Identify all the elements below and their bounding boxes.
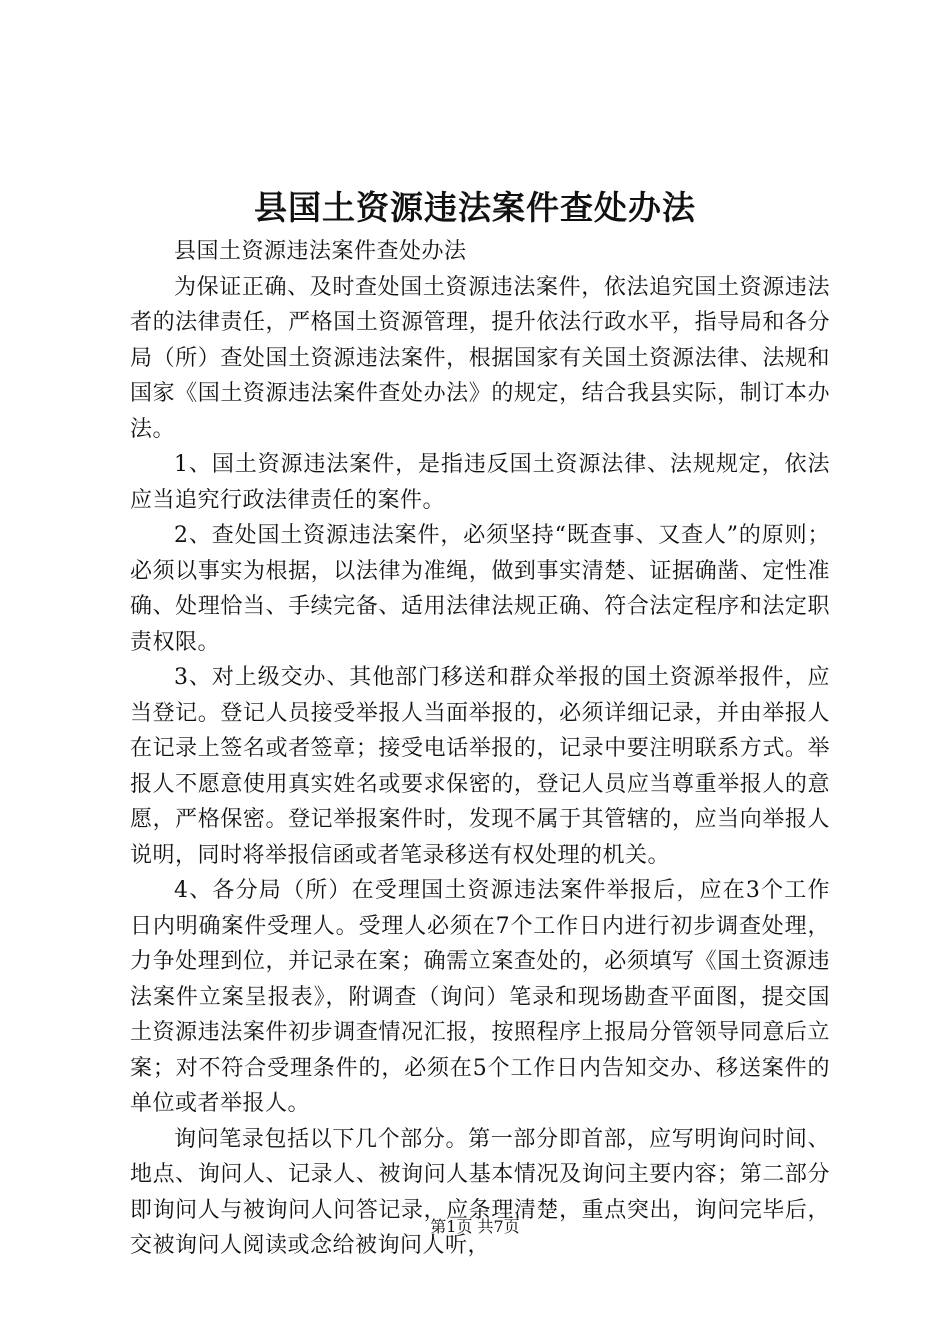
document-title: 县国土资源违法案件查处办法 [254, 188, 696, 227]
paragraph-article-3: 3、对上级交办、其他部门移送和群众举报的国土资源举报件，应当登记。登记人员接受举报人当面举报的，必须详细记录，并由举报人在记录上签名或者签章；接受电话举报的，记录中要注明联系方式。举报人不愿意使用真实姓名或要求保密的，登记人员应当尊重举报人的意愿，严格保密。登记举报案件时，发现不属于其管辖的，应当向举报人说明，同时将举报信函或者笔录移送有权处理的机关。 [130, 665, 830, 868]
paragraph-preamble: 为保证正确、及时查处国土资源违法案件，依法追究国土资源违法者的法律责任，严格国土资源管理，提升依法行政水平，指导局和各分局（所）查处国土资源违法案件，根据国家有关国土资源法律、法规和国家《国土资源违法案件查处办法》的规定，结合我县实际，制订本办法。 [130, 274, 830, 442]
paragraph-inquiry-record: 询问笔录包括以下几个部分。第一部分即首部，应写明询问时间、地点、询问人、记录人、被询问人基本情况及询问主要内容；第二部分即询问人与被询问人问答记录，应条理清楚，重点突出，询问完毕后，交被询问人阅读或念给被询问人听， [130, 1126, 830, 1258]
paragraph-article-2: 2、查处国土资源违法案件，必须坚持“既查事、又查人”的原则；必须以事实为根据，以法律为准绳，做到事实清楚、证据确凿、定性准确、处理恰当、手续完备、适用法律法规正确、符合法定程序和法定职责权限。 [130, 523, 830, 655]
paragraph-article-4: 4、各分局（所）在受理国土资源违法案件举报后，应在3个工作日内明确案件受理人。受理人必须在7个工作日内进行初步调查处理，力争处理到位，并记录在案；确需立案查处的，必须填写《国土资源违法案件立案呈报表》，附调查（询问）笔录和现场勘查平面图，提交国土资源违法案件初步调查情况汇报，按照程序上报局分管领导同意后立案；对不符合受理条件的，必须在5个工作日内告知交办、移送案件的单位或者举报人。 [130, 878, 830, 1116]
paragraph-article-1: 1、国土资源违法案件，是指违反国土资源法律、法规规定，依法应当追究行政法律责任的案件。 [130, 452, 830, 513]
document-body [130, 234, 830, 1264]
paragraph-subtitle: 县国土资源违法案件查处办法 [174, 239, 467, 264]
page-number-footer: 第1页 共7页 [430, 1217, 520, 1236]
